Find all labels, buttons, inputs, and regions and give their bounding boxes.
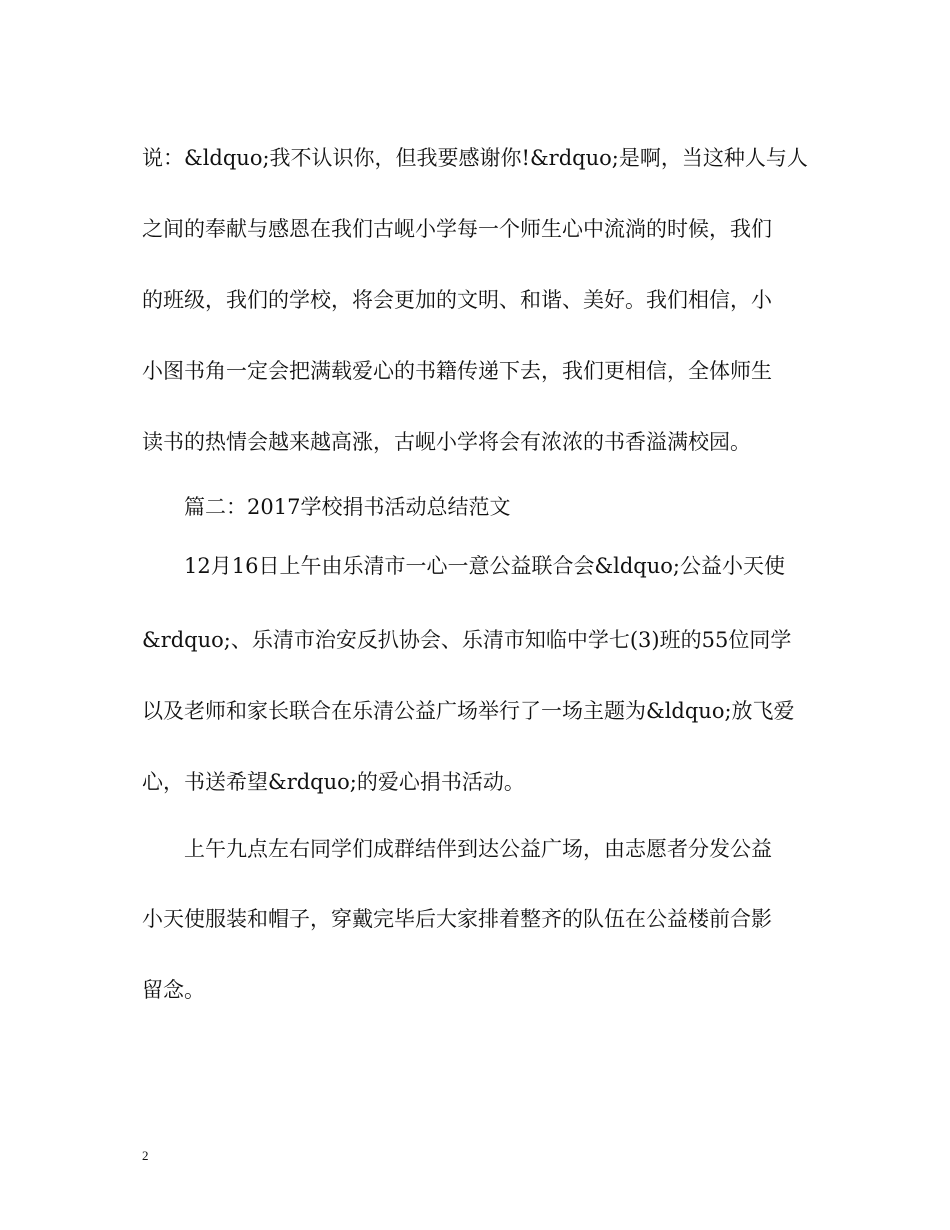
- section-heading: 篇二：2017学校捐书活动总结范文: [184, 495, 511, 519]
- paragraph-line-11: 上午九点左右同学们成群结伴到达公益广场，由志愿者分发公益: [184, 837, 772, 861]
- paragraph-line-12: 小天使服装和帽子，穿戴完毕后大家排着整齐的队伍在公益楼前合影: [142, 907, 772, 931]
- paragraph-line-2: 之间的奉献与感恩在我们古岘小学每一个师生心中流淌的时候，我们: [142, 217, 772, 241]
- paragraph-line-13: 留念。: [142, 978, 205, 1002]
- paragraph-line-9: 以及老师和家长联合在乐清公益广场举行了一场主题为&ldquo;放飞爱: [142, 699, 795, 723]
- paragraph-line-4: 小图书角一定会把满载爱心的书籍传递下去，我们更相信，全体师生: [142, 359, 772, 383]
- paragraph-line-10: 心，书送希望&rdquo;的爱心捐书活动。: [142, 770, 525, 794]
- page-number: 2: [142, 1148, 149, 1163]
- paragraph-line-7: 12月16日上午由乐清市一心一意公益联合会&ldquo;公益小天使: [184, 554, 785, 578]
- paragraph-line-1: 说：&ldquo;我不认识你，但我要感谢你!&rdquo;是啊，当这种人与人: [142, 146, 808, 170]
- paragraph-line-3: 的班级，我们的学校，将会更加的文明、和谐、美好。我们相信，小: [142, 288, 772, 312]
- paragraph-line-8: &rdquo;、乐清市治安反扒协会、乐清市知临中学七(3)班的55位同学: [142, 628, 792, 652]
- paragraph-line-5: 读书的热情会越来越高涨，古岘小学将会有浓浓的书香溢满校园。: [142, 430, 751, 454]
